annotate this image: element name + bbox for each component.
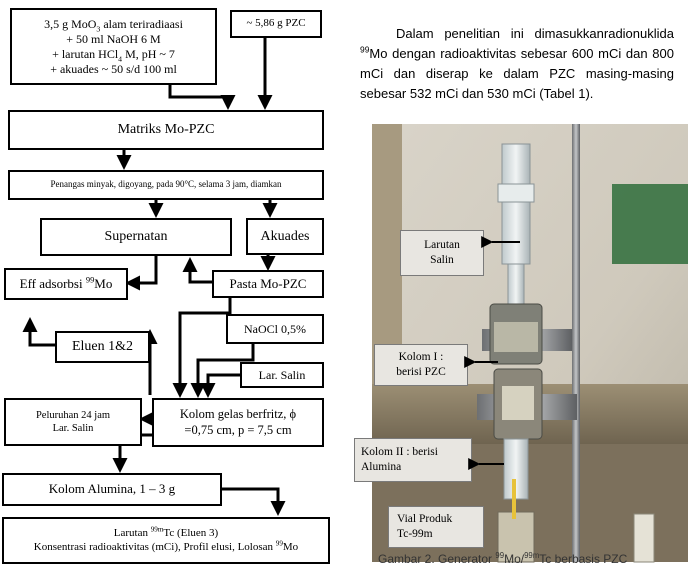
arrow-start-to-matrix (170, 85, 228, 107)
photo-pointer-arrows (372, 124, 688, 562)
generator-photo (361, 124, 688, 562)
arrow-alumina-to-product (222, 489, 278, 513)
label-column-2: Kolom II : berisi Alumina (354, 438, 472, 482)
product-box: Larutan $^{99m}$Tc (Eluen 3) Konsentrasi radioaktivitas (mCi), Profil elusi, Lolosan $^{99}$Mo (2, 517, 330, 564)
body-paragraph: Dalam penelitian ini dimasukkanradionuklida $^{99}$Mo dengan radioaktivitas sebesar 600 mCi dan 800 mCi dan diserap ke dalam PZC masing-masing sebesar 532 mCi dan 530 mCi (Tabel 1). (360, 26, 674, 101)
pasta-box: Pasta Mo-PZC (212, 270, 324, 298)
decay-box: Peluruhan 24 jam Lar. Salin (4, 398, 142, 446)
arrow-supernatant-to-eff (128, 256, 156, 283)
eluent-box: Eluen 1&2 (55, 331, 150, 363)
arrow-pasta-to-column (180, 298, 230, 395)
label-column-1: Kolom I : berisi PZC (374, 344, 468, 386)
naocl-box: NaOCl 0,5% (226, 314, 324, 344)
matrix-box: Matriks Mo-PZC (8, 110, 324, 150)
adsorption-efficiency-box: Eff adsorbsi $^{99}$Mo (4, 268, 128, 300)
arrow-salin-to-column (208, 375, 240, 395)
supernatant-box: Supernatan (40, 218, 232, 256)
pzc-box: ~ 5,86 g PZC (230, 10, 322, 38)
label-product-vial: Vial Produk Tc-99m (388, 506, 484, 548)
arrow-eluen-to-eff (30, 320, 55, 345)
heating-box: Penangas minyak, digoyang, pada 90°C, selama 3 jam, diamkan (8, 170, 324, 200)
alumina-column-box: Kolom Alumina, 1 – 3 g (2, 473, 222, 506)
start-material-box: 3,5 g MoO$_3$ alam teriradiaasi + 50 ml NaOH 6 M + larutan HCl$_4$ M, pH ~ 7 + akuades ~ 50 s/d 100 ml (10, 8, 217, 85)
aquades-box: Akuades (246, 218, 324, 255)
arrow-pasta-up (190, 260, 212, 282)
saline-box: Lar. Salin (240, 362, 324, 388)
figure-caption: Gambar 2. Generator $^{99}$Mo/$^{99m}$Tc berbasis PZC (378, 551, 628, 566)
label-saline-solution: Larutan Salin (400, 230, 484, 276)
glass-column-box: Kolom gelas berfritz, ϕ =0,75 cm, p = 7,5 cm (152, 398, 324, 447)
